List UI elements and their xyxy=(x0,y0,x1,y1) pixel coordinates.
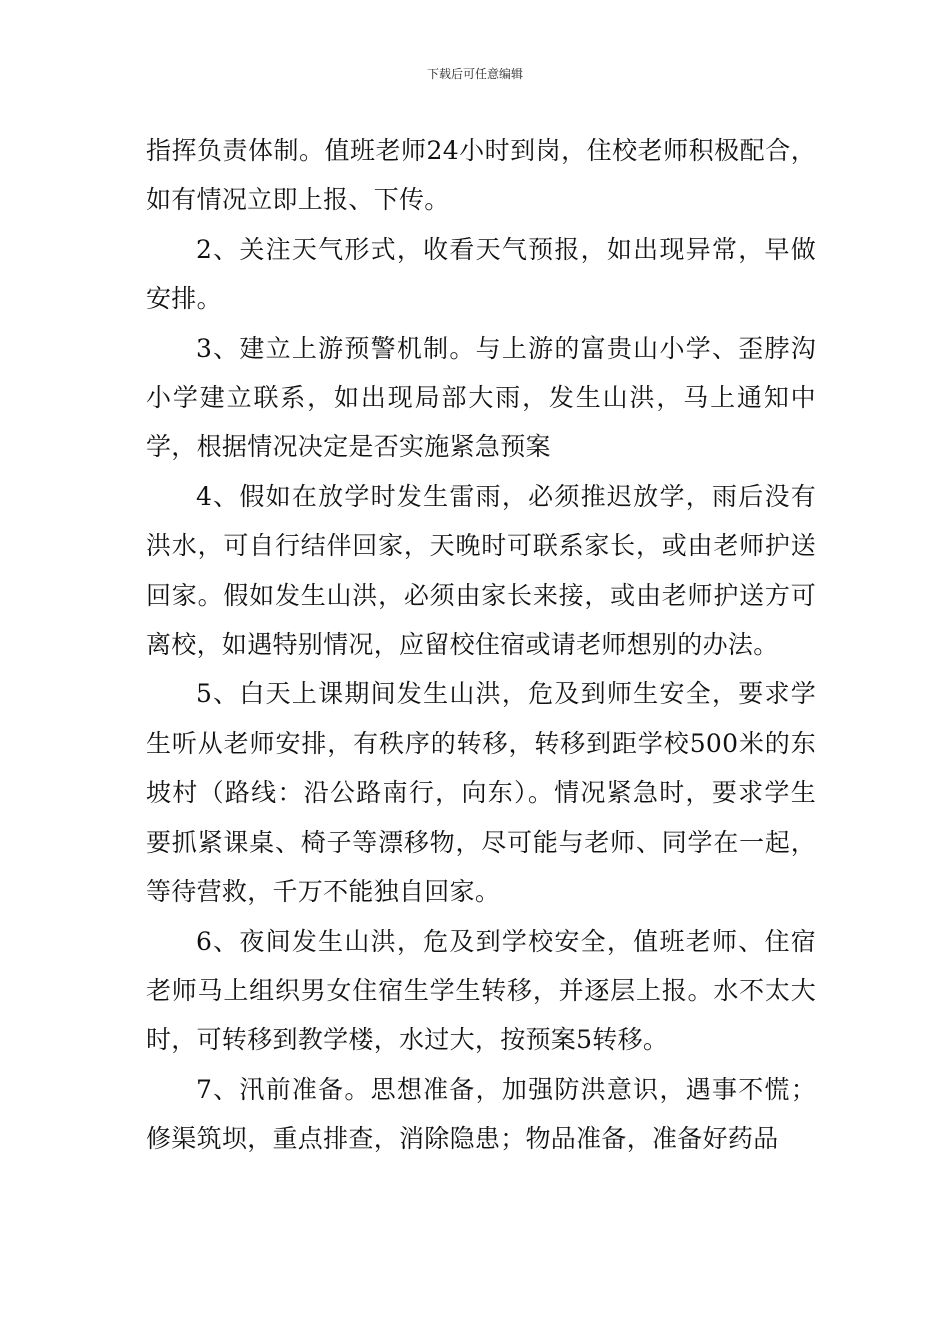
document-body xyxy=(146,126,816,1164)
page-header: 下载后可任意编辑 xyxy=(426,67,523,81)
paragraph-item-2: 2、关注天气形式，收看天气预报，如出现异常，早做安排。 xyxy=(146,234,816,314)
paragraph-item-3: 3、建立上游预警机制。与上游的富贵山小学、歪脖沟小学建立联系，如出现局部大雨，发生山洪，马上通知中学，根据情况决定是否实施紧急预案 xyxy=(146,333,816,462)
paragraph-item-7: 7、汛前准备。思想准备，加强防洪意识，遇事不慌；修渠筑坝，重点排查，消除隐患；物品准备，准备好药品 xyxy=(146,1074,816,1154)
paragraph-item-5: 5、白天上课期间发生山洪，危及到师生安全，要求学生听从老师安排，有秩序的转移，转移到距学校500米的东坡村（路线：沿公路南行，向东）。情况紧急时，要求学生要抓紧课桌、椅子等漂移物，尽可能与老师、同学在一起，等待营救，千万不能独自回家。 xyxy=(146,679,816,907)
paragraph-item-4: 4、假如在放学时发生雷雨，必须推迟放学，雨后没有洪水，可自行结伴回家，天晚时可联系家长，或由老师护送回家。假如发生山洪，必须由家长来接，或由老师护送方可离校，如遇特别情况，应留校住宿或请老师想别的办法。 xyxy=(146,481,816,660)
paragraph-item-6: 6、夜间发生山洪，危及到学校安全，值班老师、住宿老师马上组织男女住宿生学生转移，并逐层上报。水不太大时，可转移到教学楼，水过大，按预案5转移。 xyxy=(146,926,816,1055)
paragraph-continuation: 指挥负责体制。值班老师24小时到岗，住校老师积极配合，如有情况立即上报、下传。 xyxy=(146,136,816,215)
